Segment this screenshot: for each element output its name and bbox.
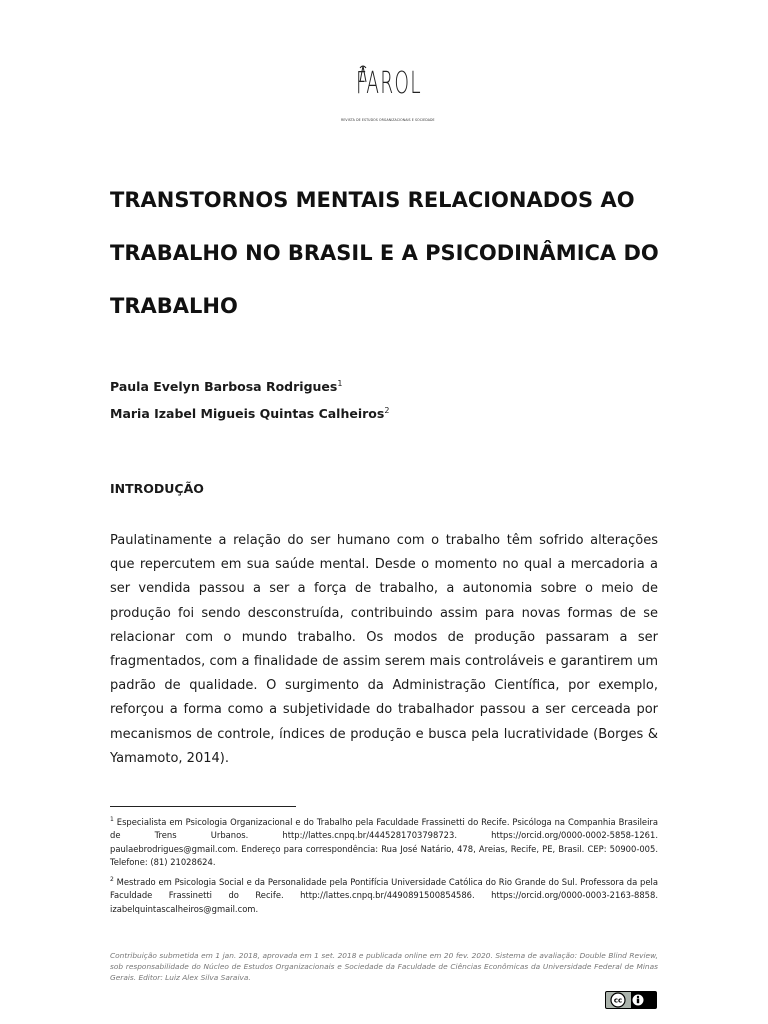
logo-subtitle: REVISTA DE ESTUDOS ORGANIZACIONAIS E SOCIEDADE <box>341 118 435 122</box>
logo-wordmark: FAROL <box>356 66 422 101</box>
cc-label: cc <box>613 996 623 1005</box>
footnote-divider <box>110 806 296 807</box>
author-note-marker: 1 <box>337 379 343 388</box>
footnote-text: Especialista em Psicologia Organizacional e do Trabalho pela Faculdade Frassinetti do Recife. Psicóloga na Companhia Brasileira de Trens Urbanos. http://lattes.cnpq.br/4445281703798723. https://orcid.org/0000-0002-5858-1261. paulaebrodrigues@gmail.com. Endereço para correspondência: Rua José Natário, 478, Areias, Recife, PE, Brasil. CEP: 50900-005. Telefone: (81) 21028624. <box>110 816 658 868</box>
footnote-text: Mestrado em Psicologia Social e da Personalidade pela Pontifícia Universidade Católica do Rio Grande do Sul. Professora da pela Faculdade Frassinetti do Recife. http://lattes.cnpq.br/4490891500854586. https://orcid.org/0000-0003-2163-8858. izabelquintascalheiros@gmail.com. <box>110 876 658 914</box>
footnote <box>110 873 658 916</box>
article-title: TRANSTORNOS MENTAIS RELACIONADOS AO TRABALHO NO BRASIL E A PSICODINÂMICA DO TRABALHO <box>110 188 659 318</box>
section-heading: INTRODUÇÃO <box>110 481 204 496</box>
journal-logo <box>336 64 436 128</box>
license-badge[interactable] <box>605 991 657 1009</box>
author-line <box>110 372 389 399</box>
author-line <box>110 399 389 426</box>
intro-paragraph: Paulatinamente a relação do ser humano com o trabalho têm sofrido alterações que repercutem em sua saúde mental. Desde o momento no qual a mercadoria a ser vendida passou a ser a força de trabalho, a autonomia sobre o meio de produção foi sendo desconstruída, contribuindo assim para novas formas de se relacionar com o mundo trabalho. Os modos de produção passaram a ser fragmentados, com a finalidade de assim serem mais controláveis e garantirem um padrão de qualidade. O surgimento da Administração Científica, por exemplo, reforçou a forma como a subjetividade do trabalhador passou a ser cerceada por mecanismos de controle, índices de produção e busca pela lucratividade (Borges & Yamamoto, 2014). <box>110 533 658 766</box>
footnote-number: 1 <box>110 816 114 823</box>
creative-commons-by-icon <box>605 991 657 1009</box>
author-note-marker: 2 <box>384 406 390 416</box>
author-list <box>110 372 389 426</box>
submission-note: Contribuição submetida em 1 jan. 2018, aprovada em 1 set. 2018 e publicada online em 20 fev. 2020. Sistema de avaliação: Double Blind Review, sob responsabilidade do Núcleo de Estudos Organizacionais e Sociedade da Faculdade de Ciências Econômicas da Universidade Federal de Minas Gerais. Editor: Luiz Alex Silva Saraiva. <box>110 951 658 982</box>
footnote <box>110 813 658 870</box>
footnote-number: 2 <box>110 876 114 883</box>
author-name: Paula Evelyn Barbosa Rodrigues <box>110 379 338 395</box>
author-name: Maria Izabel Migueis Quintas Calheiros <box>110 406 385 422</box>
